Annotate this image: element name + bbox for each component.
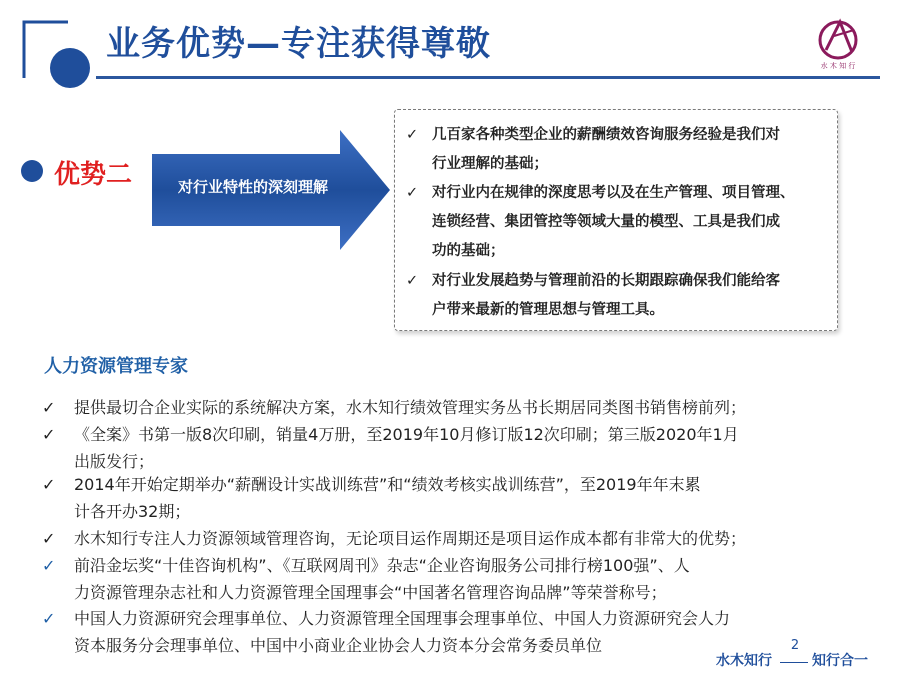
- list-item-line: 资本服务分会理事单位、中国中小商业企业协会人力资本分会常务委员单位: [74, 636, 603, 655]
- list-item-line: 2014年开始定期举办“薪酬设计实战训练营”和“绩效考核实战训练营”，至2019年年末累: [74, 475, 701, 494]
- bullet-dot-icon: [21, 160, 43, 182]
- section-heading: 人力资源管理专家: [44, 356, 188, 377]
- check-icon: ✓: [42, 425, 56, 444]
- list-item-line: 水木知行专注人力资源领域管理咨询，无论项目运作周期还是项目运作成本都有非常大的优势；: [74, 529, 747, 548]
- check-icon: ✓: [406, 273, 419, 289]
- brand-logo-icon: [806, 16, 870, 72]
- list-item: [42, 525, 864, 552]
- check-icon: ✓: [42, 556, 56, 575]
- check-icon: ✓: [42, 398, 56, 417]
- page-number: 2: [790, 638, 800, 653]
- advantage-label: 优势二: [54, 160, 133, 190]
- list-item-line: 计各开办32期；: [74, 502, 191, 521]
- check-icon: ✓: [42, 609, 56, 628]
- list-item: [42, 421, 864, 475]
- box-item: [406, 179, 795, 266]
- footer-slogan: 知行合一: [812, 653, 868, 669]
- box-item-line: 功的基础；: [432, 243, 505, 259]
- list-item-line: 提供最切合企业实际的系统解决方案，水木知行绩效管理实务丛书长期居同类图书销售榜前列；: [74, 398, 747, 417]
- list-item-line: 中国人力资源研究会理事单位、人力资源管理全国理事会理事单位、中国人力资源研究会人力: [74, 609, 731, 628]
- box-item-line: 连锁经营、集团管控等领域大量的模型、工具是我们成: [432, 214, 780, 230]
- box-item-line: 对行业内在规律的深度思考以及在生产管理、项目管理、: [432, 185, 795, 201]
- box-item: [406, 267, 780, 325]
- footer-brand: 水木知行: [716, 653, 772, 669]
- box-item-line: 对行业发展趋势与管理前沿的长期跟踪确保我们能给客: [432, 273, 780, 289]
- brand-logo-text: 水 木 知 行: [820, 62, 856, 70]
- box-item-line: 户带来最新的管理思想与管理工具。: [432, 302, 664, 318]
- list-item: [42, 552, 864, 606]
- page-title: 业务优势—专注获得尊敬: [106, 24, 491, 64]
- list-item-line: 出版发行；: [74, 452, 155, 471]
- corner-logo-icon: [22, 20, 92, 90]
- list-item: [42, 471, 864, 525]
- check-icon: ✓: [42, 529, 56, 548]
- title-divider: [96, 76, 880, 79]
- box-item-line: 几百家各种类型企业的薪酬绩效咨询服务经验是我们对: [432, 127, 780, 143]
- list-item-line: 《全案》书第一版8次印刷，销量4万册，至2019年10月修订版12次印刷；第三版2020年1月: [74, 425, 739, 444]
- arrow-label: 对行业特性的深刻理解: [177, 178, 328, 196]
- list-item-line: 前沿金坛奖“十佳咨询机构”、《互联网周刊》杂志“企业咨询服务公司排行榜100强”、人: [74, 556, 690, 575]
- check-icon: ✓: [406, 185, 419, 201]
- box-item: [406, 121, 780, 179]
- check-icon: ✓: [42, 475, 56, 494]
- page-number-underline: [780, 662, 808, 663]
- check-icon: ✓: [406, 127, 419, 143]
- list-item: [42, 394, 864, 421]
- list-item-line: 力资源管理杂志社和人力资源管理全国理事会“中国著名管理咨询品牌”等荣誉称号；: [74, 583, 667, 602]
- box-item-line: 行业理解的基础；: [432, 156, 548, 172]
